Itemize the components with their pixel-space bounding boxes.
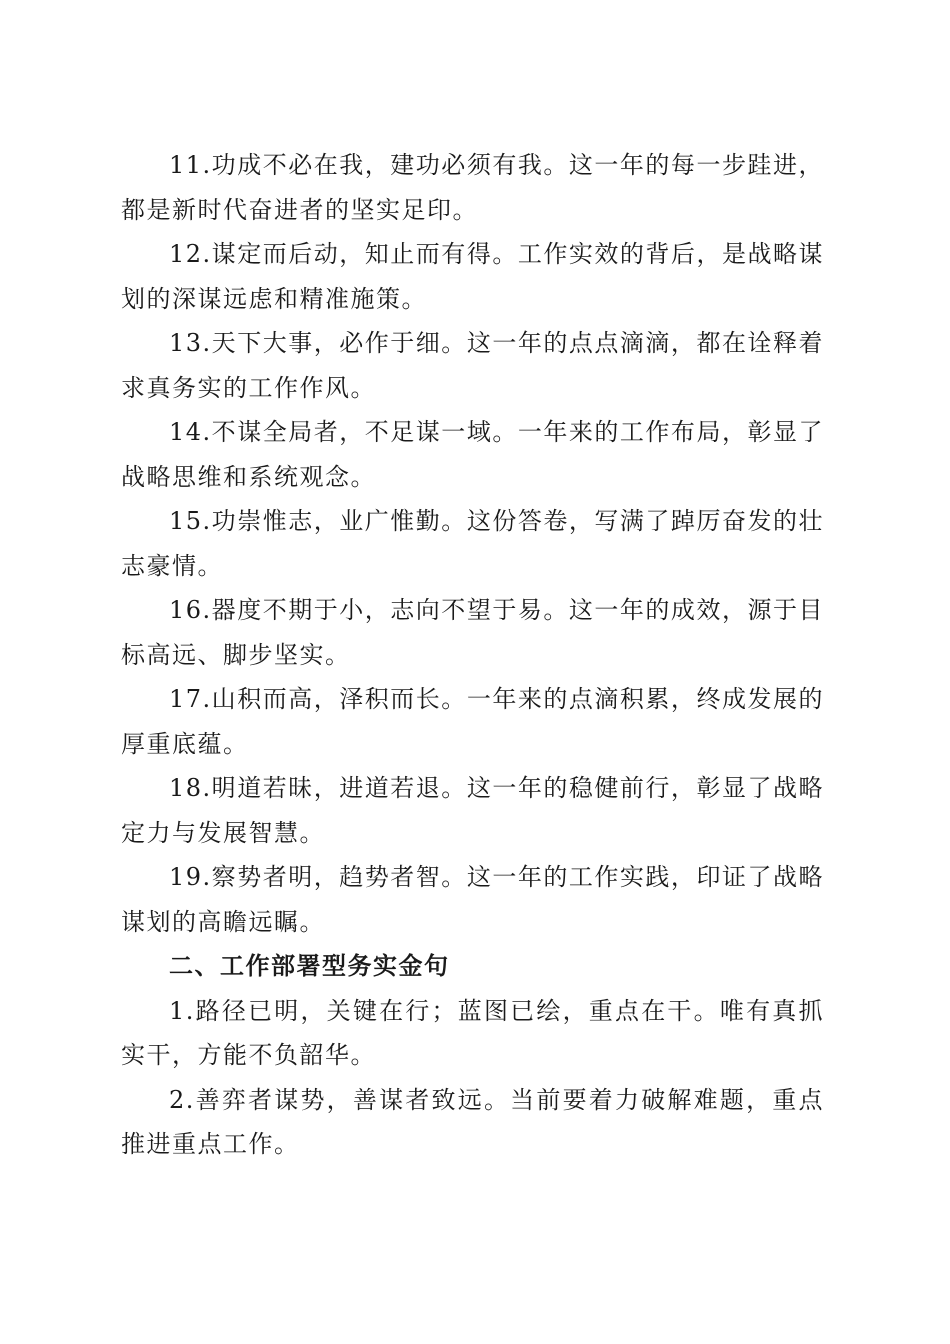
paragraph-15: 15.功崇惟志，业广惟勤。这份答卷，写满了踔厉奋发的壮志豪情。: [121, 507, 824, 580]
paragraph-11: 11.功成不必在我，建功必须有我。这一年的每一步跬进，都是新时代奋进者的坚实足印。: [121, 151, 824, 224]
paragraph-14: 14.不谋全局者，不足谋一域。一年来的工作布局，彰显了战略思维和系统观念。: [121, 418, 824, 491]
paragraph-19: 19.察势者明，趋势者智。这一年的工作实践，印证了战略谋划的高瞻远瞩。: [121, 863, 824, 936]
paragraph-13: 13.天下大事，必作于细。这一年的点点滴滴，都在诠释着求真务实的工作作风。: [121, 329, 824, 402]
paragraph-17: 17.山积而高，泽积而长。一年来的点滴积累，终成发展的厚重底蕴。: [121, 685, 824, 758]
section-heading: 二、工作部署型务实金句: [169, 952, 450, 980]
paragraph-s2-1: 1.路径已明，关键在行；蓝图已绘，重点在干。唯有真抓实干，方能不负韶华。: [121, 996, 824, 1069]
paragraph-12: 12.谋定而后动，知止而有得。工作实效的背后，是战略谋划的深谋远虑和精准施策。: [121, 240, 824, 313]
document-body: [121, 143, 824, 1167]
paragraph-16: 16.器度不期于小，志向不望于易。这一年的成效，源于目标高远、脚步坚实。: [121, 596, 824, 669]
paragraph-s2-2: 2.善弈者谋势，善谋者致远。当前要着力破解难题，重点推进重点工作。: [121, 1085, 824, 1158]
paragraph-18: 18.明道若昧，进道若退。这一年的稳健前行，彰显了战略定力与发展智慧。: [121, 774, 824, 847]
